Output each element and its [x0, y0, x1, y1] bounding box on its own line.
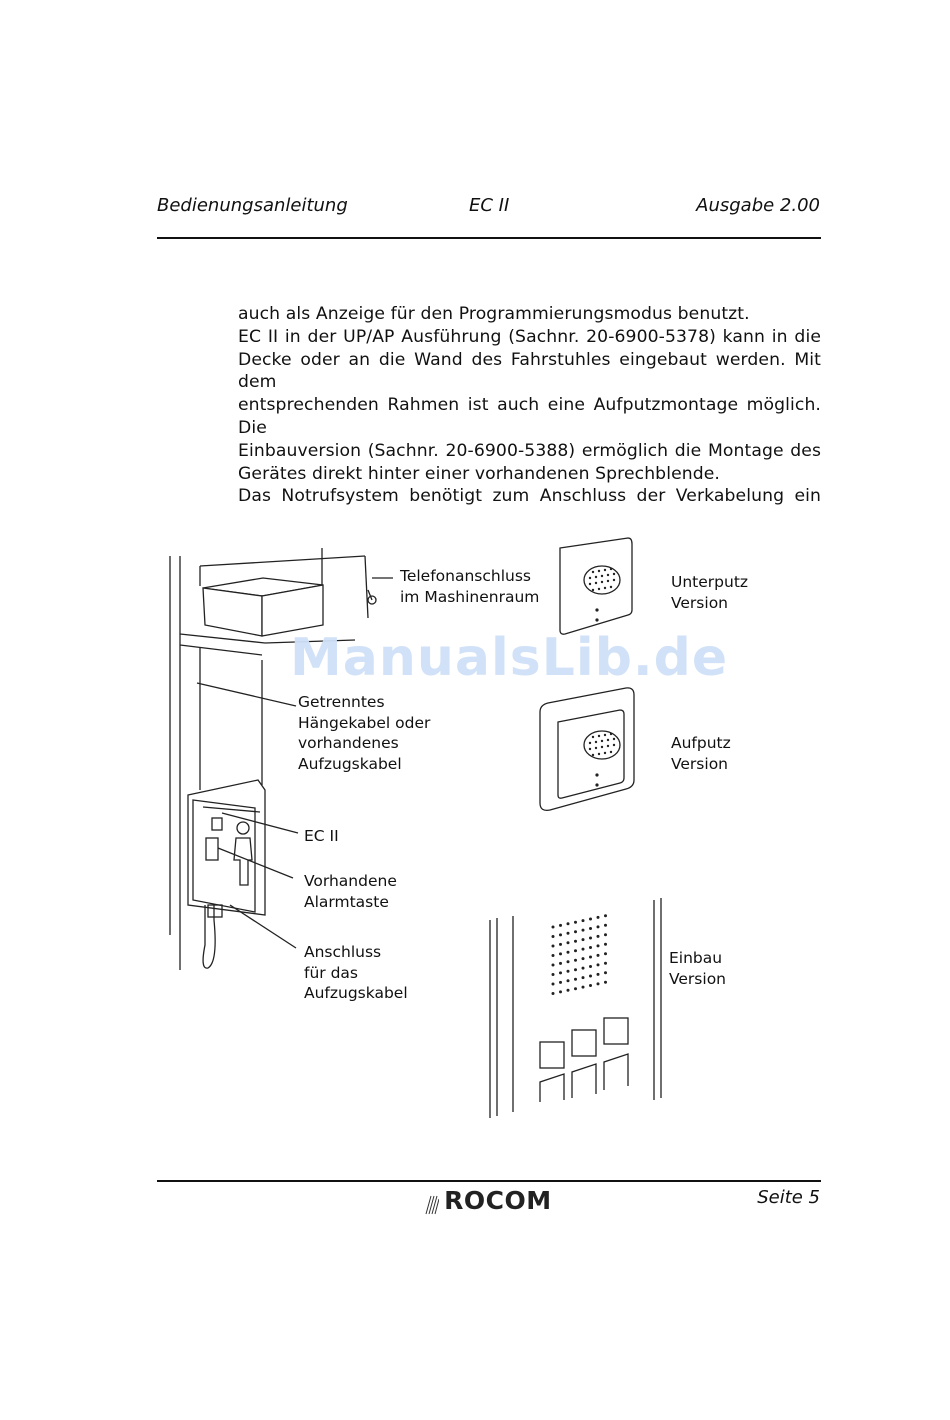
speaker-hole	[552, 935, 555, 938]
header-doc-title: Bedienungsanleitung	[157, 195, 348, 216]
footer-rule	[157, 1180, 821, 1182]
speaker-hole	[567, 989, 570, 992]
speaker-hole	[597, 954, 600, 957]
rocom-logo	[425, 1186, 552, 1216]
speaker-hole	[552, 973, 555, 976]
label-alarmtaste: Vorhandene Alarmtaste	[304, 872, 397, 911]
einbau-speaker	[552, 914, 608, 995]
speaker-hole	[597, 944, 600, 947]
speaker-hole	[559, 981, 562, 984]
speaker-hole	[567, 960, 570, 963]
speaker-hole	[597, 973, 600, 976]
unterputz-speaker	[589, 568, 615, 622]
speaker-hole	[589, 918, 592, 921]
speaker-hole	[597, 925, 600, 928]
speaker-hole	[582, 976, 585, 979]
speaker-hole	[604, 981, 607, 984]
speaker-hole	[597, 916, 600, 919]
speaker-hole	[574, 978, 577, 981]
speaker-hole	[574, 921, 577, 924]
speaker-hole	[589, 937, 592, 940]
speaker-hole	[567, 970, 570, 973]
speaker-hole	[582, 948, 585, 951]
speaker-hole	[559, 990, 562, 993]
speaker-hole	[567, 951, 570, 954]
aufputz-device-drawing	[540, 688, 634, 810]
speaker-hole	[589, 927, 592, 930]
speaker-hole	[582, 929, 585, 932]
speaker-hole	[574, 940, 577, 943]
speaker-hole	[604, 943, 607, 946]
speaker-hole	[574, 930, 577, 933]
speaker-hole	[582, 957, 585, 960]
aufputz-speaker	[589, 733, 615, 787]
speaker-hole	[589, 965, 592, 968]
speaker-hole	[597, 935, 600, 938]
label-anschluss: Anschluss für das Aufzugskabel	[304, 943, 408, 1002]
speaker-hole	[552, 945, 555, 948]
watermark: ManualsLib.de	[290, 628, 729, 688]
body-line: auch als Anzeige für den Programmierungsmodus benutzt.	[238, 304, 750, 324]
speaker-hole	[567, 979, 570, 982]
speaker-hole	[574, 949, 577, 952]
speaker-hole	[589, 946, 592, 949]
cabin-panel-drawing	[188, 780, 265, 968]
speaker-hole	[582, 938, 585, 941]
speaker-hole	[552, 983, 555, 986]
speaker-hole	[552, 964, 555, 967]
label-ec-ii: EC II	[304, 827, 339, 845]
speaker-hole	[574, 987, 577, 990]
label-unterputz: Unterputz Version	[671, 573, 749, 612]
body-line: Gerätes direkt hinter einer vorhandenen Sprechblende.	[238, 463, 720, 484]
header-edition: Ausgabe 2.00	[696, 195, 820, 216]
label-telefonanschluss: Telefonanschluss im Mashinenraum	[400, 567, 540, 606]
speaker-hole	[567, 932, 570, 935]
body-line: entsprechenden Rahmen ist auch eine Aufputzmontage möglich. Die	[238, 395, 821, 438]
speaker-hole	[597, 982, 600, 985]
speaker-hole	[574, 959, 577, 962]
speaker-hole	[559, 924, 562, 927]
speaker-hole	[582, 967, 585, 970]
speaker-hole	[552, 954, 555, 957]
speaker-hole	[559, 971, 562, 974]
speaker-hole	[604, 971, 607, 974]
speaker-hole	[604, 962, 607, 965]
speaker-hole	[604, 952, 607, 955]
speaker-hole	[604, 933, 607, 936]
body-line: Das Notrufsystem benötigt zum Anschluss der Verkabelung ein	[238, 486, 821, 507]
speaker-hole	[559, 933, 562, 936]
speaker-hole	[559, 952, 562, 955]
speaker-hole	[582, 986, 585, 989]
body-line: Einbauversion (Sachnr. 20-6900-5388) ermöglich die Montage des	[238, 440, 821, 461]
speaker-hole	[589, 956, 592, 959]
speaker-hole	[552, 992, 555, 995]
label-haengekabel: Getrenntes Hängekabel oder vorhandenes Aufzugskabel	[298, 693, 431, 773]
speaker-hole	[589, 975, 592, 978]
speaker-hole	[559, 962, 562, 965]
speaker-hole	[597, 963, 600, 966]
label-aufputz: Aufputz Version	[671, 734, 731, 773]
speaker-hole	[604, 924, 607, 927]
logo-hatch-icon	[425, 1194, 439, 1216]
speaker-hole	[552, 926, 555, 929]
speaker-hole	[567, 941, 570, 944]
speaker-hole	[589, 984, 592, 987]
body-line: Decke oder an die Wand des Fahrstuhles eingebaut werden. Mit dem	[238, 349, 821, 393]
header-product: EC II	[469, 195, 510, 216]
speaker-hole	[559, 943, 562, 946]
speaker-hole	[567, 922, 570, 925]
speaker-hole	[574, 968, 577, 971]
label-einbau: Einbau Version	[669, 949, 726, 988]
page-number: Seite 5	[757, 1187, 820, 1208]
logo-text: ROCOM	[444, 1186, 552, 1215]
speaker-hole	[582, 919, 585, 922]
body-line: EC II in der UP/AP Ausführung (Sachnr. 20-6900-5378) kann in die	[238, 326, 821, 347]
speaker-hole	[604, 914, 607, 917]
